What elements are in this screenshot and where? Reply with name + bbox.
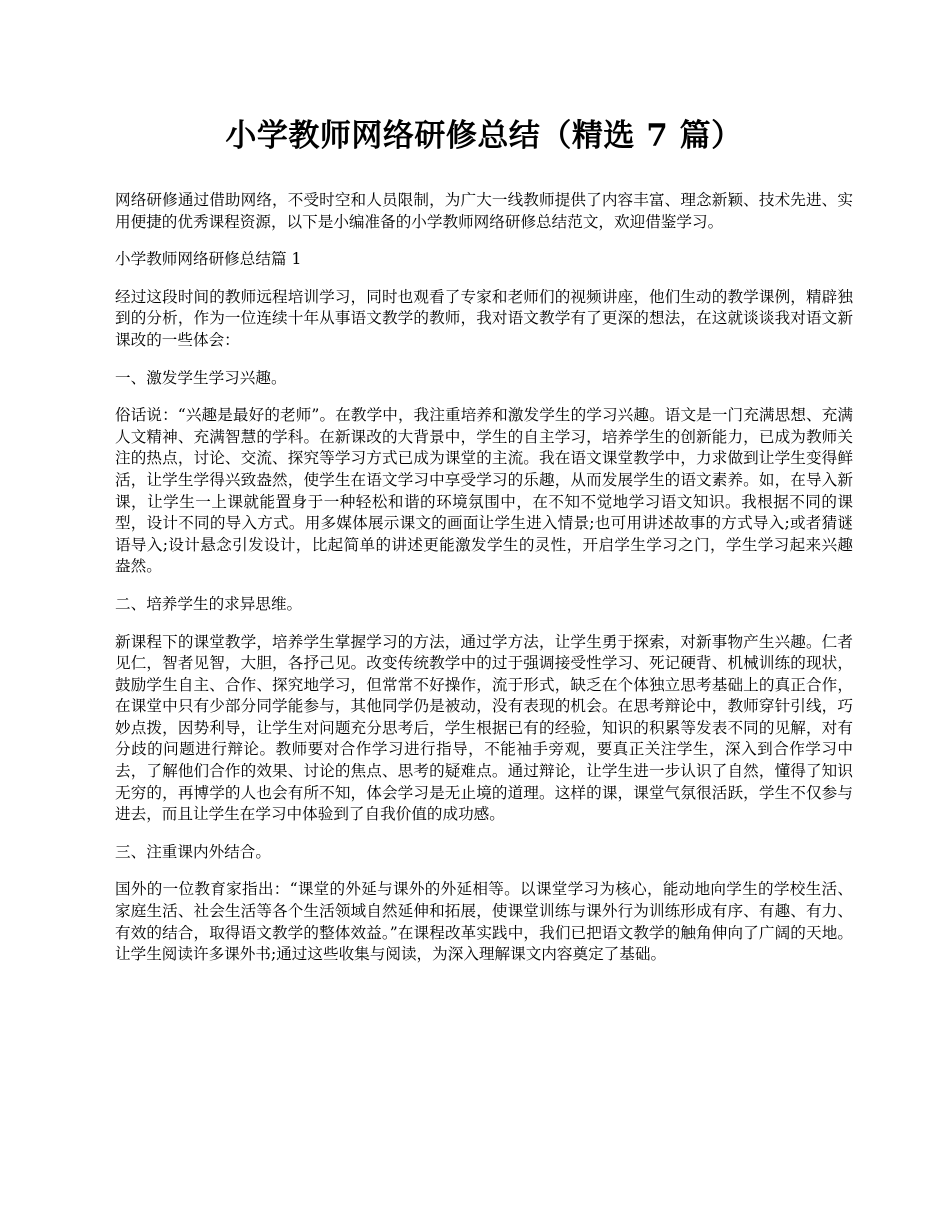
section-heading: 二、培养学生的求异思维。 [115, 594, 303, 613]
body-paragraph: 经过这段时间的教师远程培训学习，同时也观看了专家和老师们的视频讲座，他们生动的教学课例，精辟独到的分析，作为一位连续十年从事语文教学的教师，我对语文教学有了更深的想法，在这就谈谈我对语文新课改的一些体会： [115, 287, 853, 349]
intro-paragraph: 网络研修通过借助网络，不受时空和人员限制，为广大一线教师提供了内容丰富、理念新颖、技术先进、实用便捷的优秀课程资源，以下是小编准备的小学教师网络研修总结范文，欢迎借鉴学习。 [115, 191, 853, 231]
body-paragraph: 新课程下的课堂教学，培养学生掌握学习的方法，通过学方法，让学生勇于探索，对新事物产生兴趣。仁者见仁，智者见智，大胆，各抒己见。改变传统教学中的过于强调接受性学习、死记硬背、机械训练的现状，鼓励学生自主、合作、探究地学习，但常常不好操作，流于形式，缺乏在个体独立思考基础上的真正合作，在课堂中只有少部分同学能参与，其他同学仍是被动，没有表现的机会。在思考辩论中，教师穿针引线，巧妙点拨，因势利导，让学生对问题充分思考后，学生根据已有的经验，知识的积累等发表不同的见解，对有分歧的问题进行辩论。教师要对合作学习进行指导，不能袖手旁观，要真正关注学生，深入到合作学习中去，了解他们合作的效果、讨论的焦点、思考的疑难点。通过辩论，让学生进一步认识了自然，懂得了知识无穷的，再博学的人也会有所不知，体会学习是无止境的道理。这样的课，课堂气氛很活跃，学生不仅参与进去，而且让学生在学习中体验到了自我价值的成功感。 [115, 632, 853, 824]
document-title: 小学教师网络研修总结（精选 7 篇） [225, 118, 743, 154]
document-page [115, 112, 853, 982]
section-heading: 一、激发学生学习兴趣。 [115, 368, 287, 387]
section-heading: 三、注重课内外结合。 [115, 842, 271, 861]
body-paragraph: 国外的一位教育家指出：“课堂的外延与课外的外延相等。以课堂学习为核心，能动地向学生的学校生活、家庭生活、社会生活等各个生活领域自然延伸和拓展，使课堂训练与课外行为训练形成有序、有趣、有力、有效的结合，取得语文教学的整体效益。”在课程改革实践中，我们已把语文教学的触角伸向了广阔的天地。让学生阅读许多课外书;通过这些收集与阅读，为深入理解课文内容奠定了基础。 [115, 880, 853, 964]
body-paragraph: 俗话说：“兴趣是最好的老师”。在教学中，我注重培养和激发学生的学习兴趣。语文是一门充满思想、充满人文精神、充满智慧的学科。在新课改的大背景中，学生的自主学习，培养学生的创新能力，已成为教师关注的热点，讨论、交流、探究等学习方式已成为课堂的主流。我在语文课堂教学中，力求做到让学生变得鲜活，让学生学得兴致盎然，使学生在语文学习中享受学习的乐趣，从而发展学生的语文素养。如，在导入新课，让学生一上课就能置身于一种轻松和谐的环境氛围中，在不知不觉地学习语文知识。我根据不同的课型，设计不同的导入方式。用多媒体展示课文的画面让学生进入情景;也可用讲述故事的方式导入;或者猜谜语导入;设计悬念引发设计，比起简单的讲述更能激发学生的灵性，开启学生学习之门，学生学习起来兴趣盎然。 [115, 406, 853, 576]
article-heading: 小学教师网络研修总结篇 1 [115, 250, 302, 269]
